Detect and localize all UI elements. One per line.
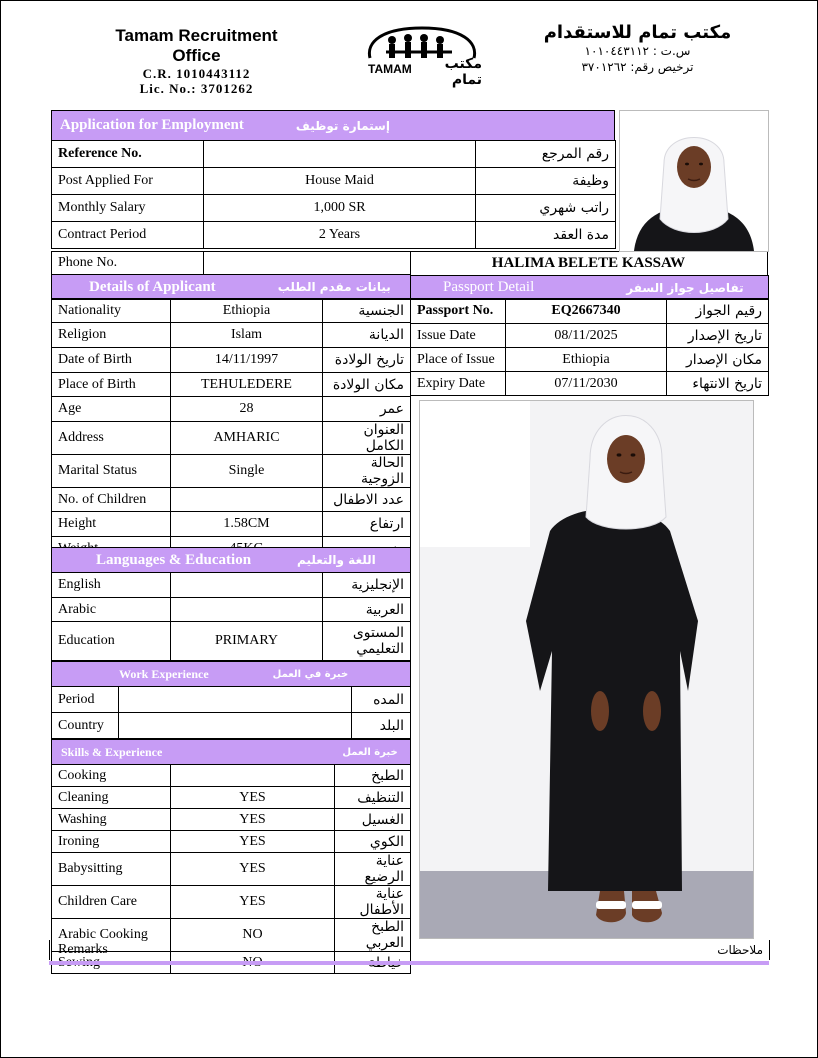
applicant-row-label-ar: عمر bbox=[323, 397, 411, 422]
table-row bbox=[52, 168, 616, 195]
passport-row-value: EQ2667340 bbox=[506, 299, 667, 324]
work-title-en: Work Experience bbox=[119, 666, 209, 681]
applicant-row-label-ar: العنوان الكامل bbox=[323, 422, 411, 455]
skills-row-value bbox=[171, 765, 335, 787]
office-name-en: Tamam Recruitment Office bbox=[115, 26, 278, 65]
skills-row-value: YES bbox=[171, 809, 335, 831]
application-row-label-ar: مدة العقد bbox=[476, 222, 616, 249]
table-row bbox=[52, 299, 411, 323]
applicant-row-label: Nationality bbox=[52, 299, 171, 323]
application-row-label: Monthly Salary bbox=[52, 195, 204, 222]
skills-row-value: YES bbox=[171, 853, 335, 886]
skills-title-bar bbox=[51, 739, 411, 765]
application-row-label: Post Applied For bbox=[52, 168, 204, 195]
languages-row-value: PRIMARY bbox=[171, 622, 323, 661]
languages-row-label: English bbox=[52, 573, 171, 598]
languages-row-label-ar: المستوى التعليمي bbox=[323, 622, 411, 661]
skills-row-label: Arabic Cooking bbox=[52, 919, 171, 952]
portrait-photo bbox=[619, 110, 769, 252]
table-row bbox=[52, 713, 411, 739]
applicant-row-value: 1.58CM bbox=[171, 512, 323, 537]
bottom-accent-bar bbox=[49, 961, 769, 965]
applicant-name: HALIMA BELETE KASSAW bbox=[410, 251, 768, 276]
passport-title-en: Passport Detail bbox=[443, 279, 535, 295]
work-row-value bbox=[119, 713, 352, 739]
applicant-row-value: 14/11/1997 bbox=[171, 348, 323, 373]
applicant-row-label: Age bbox=[52, 397, 171, 422]
table-row bbox=[52, 831, 411, 853]
table-row bbox=[52, 488, 411, 512]
phone-table bbox=[51, 251, 411, 275]
languages-table bbox=[51, 572, 411, 661]
table-row bbox=[52, 573, 411, 598]
passport-row-label: Passport No. bbox=[411, 299, 506, 324]
languages-row-label-ar: الإنجليزية bbox=[323, 573, 411, 598]
table-row bbox=[52, 373, 411, 397]
remarks-label-en: Remarks bbox=[58, 942, 108, 957]
applicant-title-ar: بيانات مقدم الطلب bbox=[277, 280, 391, 294]
letterhead-arabic bbox=[525, 22, 750, 75]
languages-row-value bbox=[171, 598, 323, 622]
table-row bbox=[411, 324, 769, 348]
table-row bbox=[52, 141, 616, 168]
passport-row-value: 08/11/2025 bbox=[506, 324, 667, 348]
table-row bbox=[52, 787, 411, 809]
applicant-row-label-ar: الجنسية bbox=[323, 299, 411, 323]
passport-row-value: Ethiopia bbox=[506, 348, 667, 372]
passport-title-ar: تفاصيل جواز السفر bbox=[626, 280, 744, 295]
work-row-label: Country bbox=[52, 713, 119, 739]
letterhead-english bbox=[94, 26, 299, 96]
applicant-title-en: Details of Applicant bbox=[89, 278, 216, 295]
logo-text-en: TAMAM bbox=[368, 62, 412, 76]
passport-row-label-ar: رقيم الجواز bbox=[667, 299, 769, 324]
passport-title-bar bbox=[410, 275, 769, 300]
table-row bbox=[52, 195, 616, 222]
skills-row-label: Washing bbox=[52, 809, 171, 831]
applicant-row-label: Religion bbox=[52, 323, 171, 348]
skills-row-label: Cooking bbox=[52, 765, 171, 787]
application-row-value: 2 Years bbox=[204, 222, 476, 249]
skills-row-label-ar: التنظيف bbox=[335, 787, 411, 809]
passport-row-label-ar: مكان الإصدار bbox=[667, 348, 769, 372]
passport-row-label-ar: تاريخ الإصدار bbox=[667, 324, 769, 348]
table-row bbox=[52, 622, 411, 661]
applicant-row-value bbox=[171, 488, 323, 512]
languages-title-ar: اللغة والتعليم bbox=[297, 553, 376, 567]
applicant-row-label-ar: مكان الولادة bbox=[323, 373, 411, 397]
skills-row-label: Cleaning bbox=[52, 787, 171, 809]
skills-row-label-ar: الغسيل bbox=[335, 809, 411, 831]
applicant-row-label-ar: عدد الاطفال bbox=[323, 488, 411, 512]
office-name-ar: مكتب تمام للاستقدام bbox=[543, 22, 732, 43]
application-row-label: Contract Period bbox=[52, 222, 204, 249]
work-table bbox=[51, 686, 411, 739]
work-row-value bbox=[119, 687, 352, 713]
skills-title-ar: خبرة العمل bbox=[342, 746, 398, 758]
table-row bbox=[52, 397, 411, 422]
skills-row-label-ar: الطبخ bbox=[335, 765, 411, 787]
table-row bbox=[52, 598, 411, 622]
applicant-row-label-ar: تاريخ الولادة bbox=[323, 348, 411, 373]
remarks-row bbox=[49, 940, 770, 960]
passport-row-value: 07/11/2030 bbox=[506, 372, 667, 396]
remarks-label-ar: ملاحظات bbox=[717, 943, 763, 957]
work-row-label: Period bbox=[52, 687, 119, 713]
application-title-bar bbox=[51, 110, 615, 141]
application-row-label-ar: رقم المرجع bbox=[476, 141, 616, 168]
table-row bbox=[52, 455, 411, 488]
passport-row-label: Expiry Date bbox=[411, 372, 506, 396]
application-title-ar: إستمارة توظيف bbox=[295, 118, 390, 133]
table-row bbox=[52, 512, 411, 537]
full-length-photo bbox=[419, 400, 754, 939]
application-row-label-ar: وظيفة bbox=[476, 168, 616, 195]
languages-row-label: Education bbox=[52, 622, 171, 661]
skills-row-value: YES bbox=[171, 886, 335, 919]
table-row bbox=[52, 222, 616, 249]
applicant-row-label: Marital Status bbox=[52, 455, 171, 488]
applicant-row-label: Height bbox=[52, 512, 171, 537]
table-row bbox=[52, 348, 411, 373]
applicant-row-value: Islam bbox=[171, 323, 323, 348]
passport-row-label: Place of Issue bbox=[411, 348, 506, 372]
skills-row-value: YES bbox=[171, 787, 335, 809]
application-table bbox=[51, 140, 616, 249]
languages-row-label-ar: العربية bbox=[323, 598, 411, 622]
phone-label: Phone No. bbox=[52, 252, 204, 275]
application-row-label: Reference No. bbox=[52, 141, 204, 168]
work-row-label-ar: البلد bbox=[352, 713, 411, 739]
phone-value bbox=[204, 252, 411, 275]
skills-row-value: NO bbox=[171, 919, 335, 952]
applicant-row-label-ar: ارتفاع bbox=[323, 512, 411, 537]
applicant-row-value: Ethiopia bbox=[171, 299, 323, 323]
applicant-row-label: Address bbox=[52, 422, 171, 455]
skills-title-en: Skills & Experience bbox=[61, 744, 163, 759]
tamam-logo bbox=[362, 22, 482, 88]
cr-number-ar: س.ت : ١٠١٠٤٤٣١١٢ bbox=[584, 44, 691, 58]
applicant-row-value: Single bbox=[171, 455, 323, 488]
application-title-en: Application for Employment bbox=[60, 117, 244, 133]
table-row bbox=[411, 299, 769, 324]
table-row bbox=[411, 348, 769, 372]
languages-title-en: Languages & Education bbox=[96, 551, 252, 568]
license-number-en: Lic. No.: 3701262 bbox=[139, 81, 254, 96]
application-row-value: 1,000 SR bbox=[204, 195, 476, 222]
applicant-row-label: Date of Birth bbox=[52, 348, 171, 373]
table-row bbox=[52, 422, 411, 455]
applicant-row-value: 28 bbox=[171, 397, 323, 422]
languages-title-bar bbox=[51, 547, 411, 573]
table-row bbox=[52, 323, 411, 348]
skills-row-label-ar: الكوي bbox=[335, 831, 411, 853]
passport-table bbox=[410, 298, 769, 396]
skills-row-label: Ironing bbox=[52, 831, 171, 853]
table-row bbox=[52, 687, 411, 713]
work-title-bar bbox=[51, 661, 411, 687]
applicant-row-label-ar: الحالة الزوجية bbox=[323, 455, 411, 488]
skills-row-label-ar: عناية الأطفال bbox=[335, 886, 411, 919]
passport-row-label: Issue Date bbox=[411, 324, 506, 348]
table-row bbox=[52, 853, 411, 886]
table-row bbox=[52, 886, 411, 919]
applicant-row-value: TEHULEDERE bbox=[171, 373, 323, 397]
applicant-row-label-ar: الديانة bbox=[323, 323, 411, 348]
application-row-value: House Maid bbox=[204, 168, 476, 195]
languages-row-value bbox=[171, 573, 323, 598]
logo-text-ar: مكتب تمام bbox=[444, 56, 482, 88]
skills-row-label: Babysitting bbox=[52, 853, 171, 886]
work-title-ar: خبرة في العمل bbox=[272, 668, 349, 680]
table-row bbox=[52, 809, 411, 831]
skills-row-label: Children Care bbox=[52, 886, 171, 919]
skills-row-value: YES bbox=[171, 831, 335, 853]
passport-row-label-ar: تاريخ الانتهاء bbox=[667, 372, 769, 396]
table-row bbox=[52, 765, 411, 787]
applicant-table bbox=[51, 298, 411, 561]
applicant-row-label: Place of Birth bbox=[52, 373, 171, 397]
applicant-row-value: AMHARIC bbox=[171, 422, 323, 455]
work-row-label-ar: المده bbox=[352, 687, 411, 713]
table-row bbox=[411, 372, 769, 396]
skills-row-label-ar: عناية الرضيع bbox=[335, 853, 411, 886]
applicant-row-label: No. of Children bbox=[52, 488, 171, 512]
applicant-title-bar bbox=[51, 274, 411, 300]
languages-row-label: Arabic bbox=[52, 598, 171, 622]
application-row-value bbox=[204, 141, 476, 168]
cr-number-en: C.R. 1010443112 bbox=[142, 66, 251, 81]
license-number-ar: ترخيص رقم: ٣٧٠١٢٦٢ bbox=[581, 60, 694, 74]
skills-row-label-ar: الطبخ العربي bbox=[335, 919, 411, 952]
application-row-label-ar: راتب شهري bbox=[476, 195, 616, 222]
